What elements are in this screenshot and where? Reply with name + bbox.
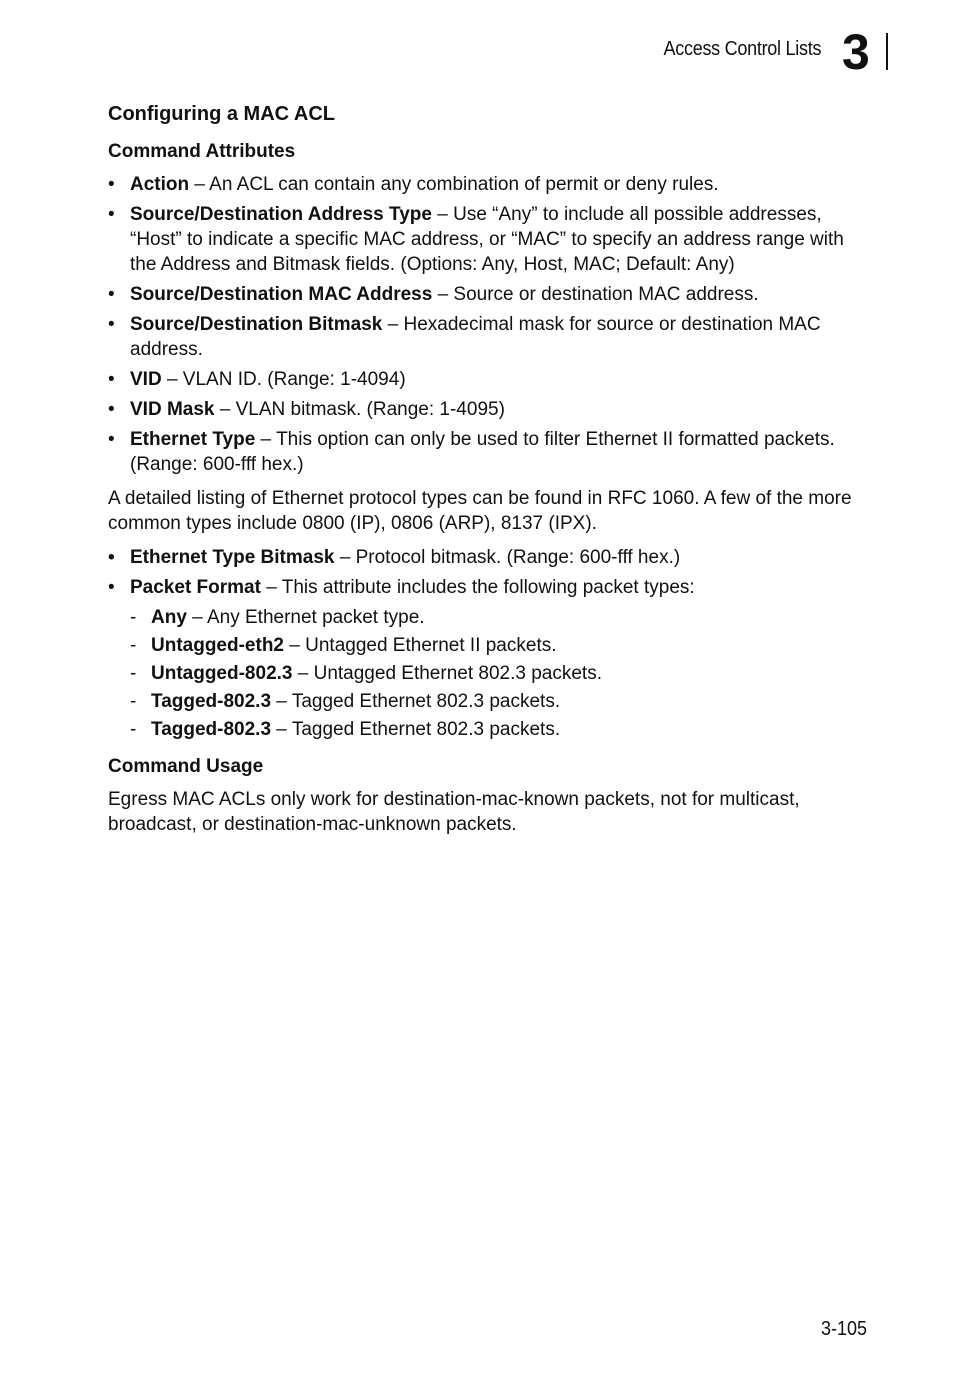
attribute-desc: – VLAN ID. (Range: 1-4094): [161, 369, 406, 390]
attribute-term: Action: [130, 174, 190, 195]
attribute-term: Source/Destination MAC Address: [130, 284, 433, 305]
attribute-desc: – Protocol bitmask. (Range: 600-fff hex.): [334, 547, 681, 568]
attribute-term: Source/Destination Address Type: [130, 204, 432, 225]
packet-type-desc: – Any Ethernet packet type.: [186, 607, 425, 628]
attribute-term: Source/Destination Bitmask: [130, 314, 383, 335]
list-item: [108, 367, 868, 392]
bullet-marker: •: [108, 429, 115, 450]
page-number: 3-105: [821, 1318, 868, 1340]
packet-type-desc: – Untagged Ethernet 802.3 packets.: [292, 663, 602, 684]
attribute-desc: – This attribute includes the following packet types:: [260, 577, 695, 598]
attribute-desc: – Use “Any” to include all possible addresses, “Host” to indicate a specific MAC address, or “MAC” to specify an address range with the Address and Bitmask fields. (Options: Any, Host, MAC; Default: Any): [130, 204, 844, 275]
attribute-term: Ethernet Type: [130, 429, 256, 450]
running-header-title: Access Control Lists: [663, 38, 821, 60]
command-usage-heading: Command Usage: [108, 756, 264, 777]
bullet-marker: •: [108, 547, 115, 568]
bullet-marker: •: [108, 399, 115, 420]
list-item: [130, 661, 868, 686]
page-content: [108, 100, 868, 846]
list-item: [108, 397, 868, 422]
list-item: [108, 202, 868, 277]
packet-type-term: Untagged-802.3: [151, 663, 293, 684]
attribute-desc: – Hexadecimal mask for source or destination MAC address.: [130, 314, 821, 360]
list-item: [108, 427, 868, 477]
list-item: [108, 545, 868, 570]
attribute-desc: – Source or destination MAC address.: [432, 284, 759, 305]
dash-marker: -: [130, 663, 137, 684]
packet-type-list: [108, 605, 868, 742]
packet-type-desc: – Tagged Ethernet 802.3 packets.: [271, 719, 561, 740]
dash-marker: -: [130, 635, 137, 656]
chapter-number: 3: [842, 24, 869, 80]
packet-type-desc: – Tagged Ethernet 802.3 packets.: [271, 691, 561, 712]
packet-type-term: Tagged-802.3: [151, 719, 272, 740]
bullet-marker: •: [108, 284, 115, 305]
bullet-marker: •: [108, 577, 115, 598]
attribute-list: [108, 172, 868, 477]
bullet-marker: •: [108, 204, 115, 225]
packet-type-term: Untagged-eth2: [151, 635, 284, 656]
attribute-desc: – VLAN bitmask. (Range: 1-4095): [214, 399, 505, 420]
bullet-marker: •: [108, 174, 115, 195]
list-item: [108, 282, 868, 307]
list-item: [130, 689, 868, 714]
list-item: [108, 172, 868, 197]
attribute-list-continued: [108, 545, 868, 600]
packet-type-term: Tagged-802.3: [151, 691, 272, 712]
list-item: [108, 575, 868, 600]
attribute-desc: – This option can only be used to filter Ethernet II formatted packets. (Range: 600-fff hex.): [130, 429, 835, 475]
list-item: [130, 633, 868, 658]
command-usage-text: Egress MAC ACLs only work for destination-mac-known packets, not for multicast, broadcast, or destination-mac-unknown packets.: [108, 789, 800, 835]
dash-marker: -: [130, 719, 137, 740]
command-attributes-heading: Command Attributes: [108, 141, 296, 162]
packet-type-term: Any: [151, 607, 187, 628]
list-item: [108, 312, 868, 362]
section-title: Configuring a MAC ACL: [108, 103, 336, 125]
attribute-term: Packet Format: [130, 577, 261, 598]
bullet-marker: •: [108, 369, 115, 390]
bullet-marker: •: [108, 314, 115, 335]
attribute-term: VID: [130, 369, 162, 390]
ethernet-types-note: A detailed listing of Ethernet protocol types can be found in RFC 1060. A few of the more common types include 0800 (IP), 0806 (ARP), 8137 (IPX).: [108, 488, 852, 534]
dash-marker: -: [130, 607, 137, 628]
packet-type-desc: – Untagged Ethernet II packets.: [284, 635, 557, 656]
chapter-divider: [886, 33, 888, 70]
attribute-term: VID Mask: [130, 399, 215, 420]
attribute-term: Ethernet Type Bitmask: [130, 547, 335, 568]
list-item: [130, 717, 868, 742]
attribute-desc: – An ACL can contain any combination of permit or deny rules.: [189, 174, 719, 195]
dash-marker: -: [130, 691, 137, 712]
list-item: [130, 605, 868, 630]
